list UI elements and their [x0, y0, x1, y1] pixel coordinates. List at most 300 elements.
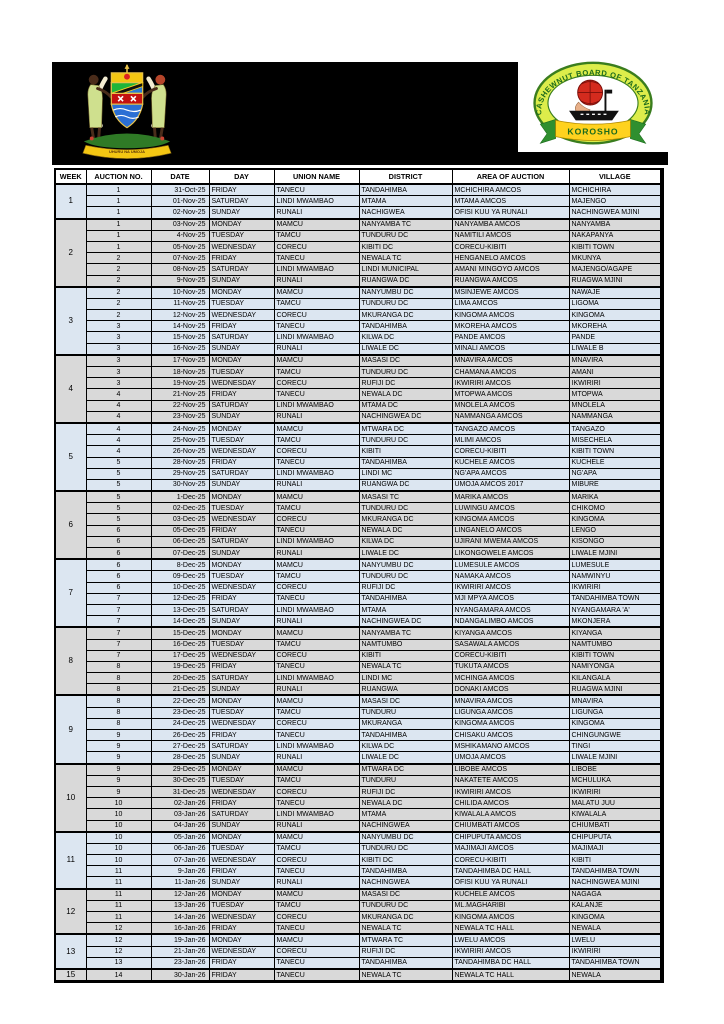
cell-village: TANDAHIMBA TOWN	[569, 957, 662, 969]
logo-banner-text: KOROSHO	[567, 126, 619, 137]
cell-village: NEWALA	[569, 923, 662, 935]
cell-day: TUESDAY	[209, 435, 274, 446]
cell-village: KIBITI TOWN	[569, 650, 662, 661]
cell-district: TUNDURU DC	[359, 900, 452, 911]
cell-area-of-auction: KUCHELE AMCOS	[452, 457, 569, 468]
cell-district: KIBITI	[359, 650, 452, 661]
cell-day: SUNDAY	[209, 343, 274, 355]
cell-area-of-auction: HENGANELO AMCOS	[452, 253, 569, 264]
cell-auction-no: 8	[86, 661, 151, 672]
cell-date: 14-Nov-25	[151, 321, 209, 332]
table-row	[55, 923, 662, 935]
cell-date: 05-Nov-25	[151, 241, 209, 252]
table-row	[55, 866, 662, 877]
cell-union-name: LINDI MWAMBAO	[274, 604, 359, 615]
cell-day: FRIDAY	[209, 321, 274, 332]
cell-union-name: RUNALI	[274, 411, 359, 423]
cell-district: TANDAHIMBA	[359, 866, 452, 877]
cell-day: SUNDAY	[209, 207, 274, 219]
cell-village: NAMWINYU	[569, 571, 662, 582]
week-cell: 3	[55, 287, 86, 355]
cell-date: 31-Oct-25	[151, 184, 209, 196]
cell-auction-no: 7	[86, 627, 151, 639]
cell-date: 10-Nov-25	[151, 287, 209, 299]
cell-area-of-auction: KINGOMA AMCOS	[452, 514, 569, 525]
cell-village: MNAVIRA	[569, 695, 662, 707]
cell-district: KIBITI DC	[359, 241, 452, 252]
coat-of-arms-motto: UHURU NA UMOJA	[109, 149, 145, 155]
cell-day: FRIDAY	[209, 866, 274, 877]
cell-district: RUFIJI DC	[359, 786, 452, 797]
cell-district: MTAMA	[359, 604, 452, 615]
table-row	[55, 650, 662, 661]
cell-union-name: TANECU	[274, 798, 359, 809]
table-row	[55, 264, 662, 275]
cell-district: LIWALE DC	[359, 548, 452, 560]
cell-auction-no: 9	[86, 786, 151, 797]
cell-district: MASASI DC	[359, 355, 452, 367]
cell-date: 24-Dec-25	[151, 718, 209, 729]
cell-date: 16-Dec-25	[151, 639, 209, 650]
cell-union-name: RUNALI	[274, 752, 359, 764]
cell-union-name: CORECU	[274, 786, 359, 797]
cell-date: 03-Dec-25	[151, 514, 209, 525]
cell-auction-no: 11	[86, 889, 151, 901]
cell-auction-no: 6	[86, 559, 151, 571]
cell-date: 07-Nov-25	[151, 253, 209, 264]
cell-village: LWELU	[569, 934, 662, 946]
table-row	[55, 332, 662, 343]
table-row	[55, 241, 662, 252]
table-row	[55, 423, 662, 435]
cell-day: MONDAY	[209, 627, 274, 639]
cell-day: SUNDAY	[209, 752, 274, 764]
cell-day: SATURDAY	[209, 536, 274, 547]
cell-district: TANDAHIMBA	[359, 184, 452, 196]
cell-village: NANYAMBA	[569, 219, 662, 231]
cell-date: 02-Jan-26	[151, 798, 209, 809]
cell-area-of-auction: NAMITILI AMCOS	[452, 230, 569, 241]
table-row	[55, 843, 662, 854]
cell-village: NACHINGWEA MJINI	[569, 207, 662, 219]
cell-auction-no: 8	[86, 707, 151, 718]
cell-date: 30-Jan-26	[151, 969, 209, 982]
cell-district: RUFIJI DC	[359, 378, 452, 389]
table-row	[55, 219, 662, 231]
cell-union-name: LINDI MWAMBAO	[274, 264, 359, 275]
cell-village: LIBOBE	[569, 764, 662, 776]
table-row	[55, 525, 662, 536]
cell-area-of-auction: MAJIMAJI AMCOS	[452, 843, 569, 854]
cell-date: 26-Dec-25	[151, 730, 209, 741]
cell-auction-no: 14	[86, 969, 151, 982]
cell-village: NACHINGWEA MJINI	[569, 877, 662, 889]
cell-union-name: TAMCU	[274, 571, 359, 582]
cell-auction-no: 10	[86, 820, 151, 832]
cell-auction-no: 11	[86, 866, 151, 877]
cell-day: FRIDAY	[209, 457, 274, 468]
cell-village: RUAGWA MJINI	[569, 684, 662, 696]
cell-day: MONDAY	[209, 934, 274, 946]
cell-auction-no: 3	[86, 355, 151, 367]
cell-day: SUNDAY	[209, 479, 274, 491]
cell-auction-no: 8	[86, 673, 151, 684]
cell-village: KINGOMA	[569, 912, 662, 923]
cell-district: TANDAHIMBA	[359, 957, 452, 969]
cell-village: MALATU JUU	[569, 798, 662, 809]
cell-union-name: CORECU	[274, 310, 359, 321]
cell-area-of-auction: MCHINGA AMCOS	[452, 673, 569, 684]
cell-day: FRIDAY	[209, 253, 274, 264]
cell-village: CHIUMBATI	[569, 820, 662, 832]
week-cell: 11	[55, 832, 86, 889]
cell-date: 9-Nov-25	[151, 275, 209, 287]
cell-day: WEDNESDAY	[209, 912, 274, 923]
cell-auction-no: 2	[86, 253, 151, 264]
cell-district: MASASI TC	[359, 491, 452, 503]
week-cell: 9	[55, 695, 86, 763]
cell-district: NAMTUMBO	[359, 639, 452, 650]
table-row	[55, 196, 662, 207]
table-row	[55, 479, 662, 491]
cell-area-of-auction: KUCHELE AMCOS	[452, 889, 569, 901]
cell-day: SUNDAY	[209, 548, 274, 560]
cell-village: KIBITI TOWN	[569, 446, 662, 457]
table-row	[55, 639, 662, 650]
cell-district: TANDAHIMBA	[359, 593, 452, 604]
cell-day: SUNDAY	[209, 411, 274, 423]
column-header-village: VILLAGE	[569, 169, 662, 184]
cell-area-of-auction: TUKUTA AMCOS	[452, 661, 569, 672]
table-row	[55, 718, 662, 729]
cell-village: NG'APA	[569, 468, 662, 479]
cell-date: 11-Jan-26	[151, 877, 209, 889]
table-row	[55, 275, 662, 287]
table-row	[55, 832, 662, 844]
column-header-auction-no: AUCTION NO.	[86, 169, 151, 184]
cell-area-of-auction: NEWALA TC HALL	[452, 923, 569, 935]
cell-district: TUNDURU	[359, 707, 452, 718]
cell-day: TUESDAY	[209, 367, 274, 378]
cell-auction-no: 11	[86, 877, 151, 889]
cell-auction-no: 12	[86, 934, 151, 946]
cell-area-of-auction: LUMESULE AMCOS	[452, 559, 569, 571]
cell-union-name: RUNALI	[274, 275, 359, 287]
cell-day: MONDAY	[209, 491, 274, 503]
cell-district: MASASI DC	[359, 889, 452, 901]
table-row	[55, 571, 662, 582]
cell-date: 06-Jan-26	[151, 843, 209, 854]
table-row	[55, 661, 662, 672]
cell-village: KINGOMA	[569, 310, 662, 321]
cell-day: SATURDAY	[209, 741, 274, 752]
cell-district: NACHIGWEA	[359, 207, 452, 219]
cell-area-of-auction: IKWIRIRI AMCOS	[452, 582, 569, 593]
week-cell: 12	[55, 889, 86, 935]
table-row	[55, 730, 662, 741]
cell-union-name: RUNALI	[274, 343, 359, 355]
cell-date: 19-Dec-25	[151, 661, 209, 672]
header-band	[52, 62, 668, 165]
cell-area-of-auction: CHIUMBATI AMCOS	[452, 820, 569, 832]
cell-union-name: LINDI MWAMBAO	[274, 468, 359, 479]
cell-union-name: TAMCU	[274, 298, 359, 309]
cell-auction-no: 1	[86, 184, 151, 196]
cell-area-of-auction: OFISI KUU YA RUNALI	[452, 877, 569, 889]
cell-area-of-auction: NG'APA AMCOS	[452, 468, 569, 479]
cell-area-of-auction: KIYANGA AMCOS	[452, 627, 569, 639]
cell-district: MTWARA DC	[359, 423, 452, 435]
cell-union-name: MAMCU	[274, 627, 359, 639]
table-row	[55, 514, 662, 525]
cell-village: NAWAJE	[569, 287, 662, 299]
cell-village: NAKAPANYA	[569, 230, 662, 241]
cell-area-of-auction: ML.MAGHARIBI	[452, 900, 569, 911]
cell-union-name: TAMCU	[274, 503, 359, 514]
cell-day: SUNDAY	[209, 820, 274, 832]
cell-union-name: CORECU	[274, 241, 359, 252]
cell-village: KIWALALA	[569, 809, 662, 820]
cell-auction-no: 2	[86, 264, 151, 275]
cell-union-name: TANECU	[274, 866, 359, 877]
cell-village: IKWIRIRI	[569, 786, 662, 797]
logo-ring-text: CASHEWNUT BOARD OF TANZANIA	[534, 67, 652, 116]
cell-union-name: MAMCU	[274, 423, 359, 435]
cell-union-name: RUNALI	[274, 877, 359, 889]
table-row	[55, 877, 662, 889]
cell-date: 16-Jan-26	[151, 923, 209, 935]
cell-auction-no: 5	[86, 468, 151, 479]
cell-district: TUNDURU DC	[359, 230, 452, 241]
cell-day: FRIDAY	[209, 389, 274, 400]
cell-day: SATURDAY	[209, 332, 274, 343]
cell-auction-no: 7	[86, 639, 151, 650]
cell-village: MNOLELA	[569, 400, 662, 411]
cell-day: SATURDAY	[209, 604, 274, 615]
cell-date: 01-Nov-25	[151, 196, 209, 207]
cell-union-name: TANECU	[274, 389, 359, 400]
table-row	[55, 900, 662, 911]
cell-area-of-auction: IKWIRIRI AMCOS	[452, 946, 569, 957]
cell-date: 26-Nov-25	[151, 446, 209, 457]
tanzania-coat-of-arms-icon	[68, 63, 186, 161]
week-cell: 10	[55, 764, 86, 832]
cell-date: 12-Dec-25	[151, 593, 209, 604]
cell-date: 19-Nov-25	[151, 378, 209, 389]
cell-district: TUNDURU	[359, 775, 452, 786]
cell-day: TUESDAY	[209, 707, 274, 718]
cell-district: MTAMA	[359, 196, 452, 207]
table-header	[55, 169, 662, 184]
table-row	[55, 321, 662, 332]
cell-day: SUNDAY	[209, 877, 274, 889]
table-row	[55, 207, 662, 219]
cell-union-name: TAMCU	[274, 435, 359, 446]
table-row	[55, 457, 662, 468]
cell-union-name: LINDI MWAMBAO	[274, 196, 359, 207]
cell-district: NACHINGWEA DC	[359, 411, 452, 423]
cell-area-of-auction: MSINJEWE AMCOS	[452, 287, 569, 299]
cell-auction-no: 9	[86, 730, 151, 741]
cell-day: FRIDAY	[209, 730, 274, 741]
cell-date: 23-Nov-25	[151, 411, 209, 423]
cell-area-of-auction: AMANI MINGOYO AMCOS	[452, 264, 569, 275]
cell-village: TANDAHIMBA TOWN	[569, 593, 662, 604]
cell-day: TUESDAY	[209, 900, 274, 911]
cell-district: KILWA DC	[359, 536, 452, 547]
cell-district: MTAMA DC	[359, 400, 452, 411]
column-header-area-of-auction: AREA OF AUCTION	[452, 169, 569, 184]
cell-date: 10-Dec-25	[151, 582, 209, 593]
week-cell: 1	[55, 184, 86, 219]
cell-district: NEWALA TC	[359, 253, 452, 264]
cell-union-name: TANECU	[274, 969, 359, 982]
cell-district: KILWA DC	[359, 741, 452, 752]
cell-area-of-auction: MJI MPYA AMCOS	[452, 593, 569, 604]
cell-day: WEDNESDAY	[209, 446, 274, 457]
table-row	[55, 627, 662, 639]
cell-date: 03-Jan-26	[151, 809, 209, 820]
cell-day: MONDAY	[209, 832, 274, 844]
cell-day: WEDNESDAY	[209, 378, 274, 389]
table-row	[55, 378, 662, 389]
cell-date: 14-Jan-26	[151, 912, 209, 923]
cell-date: 9-Jan-26	[151, 866, 209, 877]
cell-district: TANDAHIMBA	[359, 457, 452, 468]
cell-day: FRIDAY	[209, 957, 274, 969]
cell-district: TUNDURU DC	[359, 298, 452, 309]
table-row	[55, 775, 662, 786]
cell-date: 13-Jan-26	[151, 900, 209, 911]
cell-district: LINDI MC	[359, 468, 452, 479]
cell-union-name: MAMCU	[274, 934, 359, 946]
cell-union-name: TANECU	[274, 525, 359, 536]
cell-union-name: TANECU	[274, 593, 359, 604]
cell-union-name: MAMCU	[274, 559, 359, 571]
cell-date: 31-Dec-25	[151, 786, 209, 797]
cell-date: 17-Nov-25	[151, 355, 209, 367]
cell-area-of-auction: UMOJA AMCOS 2017	[452, 479, 569, 491]
cell-day: FRIDAY	[209, 969, 274, 982]
cell-union-name: CORECU	[274, 946, 359, 957]
cell-day: SUNDAY	[209, 684, 274, 696]
cell-auction-no: 2	[86, 310, 151, 321]
cell-auction-no: 7	[86, 604, 151, 615]
cell-date: 8-Dec-25	[151, 559, 209, 571]
table-row	[55, 435, 662, 446]
cell-district: NEWALA DC	[359, 798, 452, 809]
cell-area-of-auction: LIBOBE AMCOS	[452, 764, 569, 776]
cell-village: NAMMANGA	[569, 411, 662, 423]
cell-district: MTAMA	[359, 809, 452, 820]
cell-area-of-auction: LUWINGU AMCOS	[452, 503, 569, 514]
cell-auction-no: 5	[86, 503, 151, 514]
cell-auction-no: 7	[86, 616, 151, 628]
cell-date: 08-Nov-25	[151, 264, 209, 275]
table-row	[55, 969, 662, 982]
cell-district: MTWARA DC	[359, 764, 452, 776]
cell-auction-no: 7	[86, 650, 151, 661]
cell-union-name: MAMCU	[274, 491, 359, 503]
cell-day: WEDNESDAY	[209, 786, 274, 797]
cell-day: WEDNESDAY	[209, 650, 274, 661]
cell-day: WEDNESDAY	[209, 310, 274, 321]
cell-area-of-auction: UMOJA AMCOS	[452, 752, 569, 764]
cell-village: MNAVIRA	[569, 355, 662, 367]
cell-auction-no: 4	[86, 411, 151, 423]
cell-date: 30-Nov-25	[151, 479, 209, 491]
cell-area-of-auction: CORECU-KIBITI	[452, 446, 569, 457]
cell-union-name: LINDI MWAMBAO	[274, 332, 359, 343]
cell-auction-no: 6	[86, 525, 151, 536]
cell-union-name: LINDI MWAMBAO	[274, 741, 359, 752]
cell-auction-no: 4	[86, 389, 151, 400]
table-row	[55, 253, 662, 264]
cell-date: 14-Dec-25	[151, 616, 209, 628]
cell-district: RUANGWA DC	[359, 479, 452, 491]
cell-auction-no: 9	[86, 752, 151, 764]
cell-district: LINDI MUNICIPAL	[359, 264, 452, 275]
cell-date: 12-Jan-26	[151, 889, 209, 901]
cell-village: CHINGUNGWE	[569, 730, 662, 741]
cell-area-of-auction: NANYAMBA AMCOS	[452, 219, 569, 231]
table-row	[55, 855, 662, 866]
week-cell: 2	[55, 219, 86, 287]
table-row	[55, 673, 662, 684]
cell-auction-no: 4	[86, 423, 151, 435]
cell-area-of-auction: NDANGALIMBO AMCOS	[452, 616, 569, 628]
cell-day: TUESDAY	[209, 843, 274, 854]
cell-district: MASASI DC	[359, 695, 452, 707]
cell-union-name: TANECU	[274, 957, 359, 969]
table-row	[55, 310, 662, 321]
cell-village: KIBITI TOWN	[569, 241, 662, 252]
cell-district: NANYAMBA TC	[359, 627, 452, 639]
cell-date: 27-Dec-25	[151, 741, 209, 752]
cell-date: 13-Dec-25	[151, 604, 209, 615]
cell-day: MONDAY	[209, 764, 274, 776]
cell-union-name: LINDI MWAMBAO	[274, 400, 359, 411]
cell-day: SATURDAY	[209, 264, 274, 275]
cell-area-of-auction: KINGOMA AMCOS	[452, 912, 569, 923]
cell-village: LIGOMA	[569, 298, 662, 309]
week-cell: 6	[55, 491, 86, 559]
cell-day: TUESDAY	[209, 230, 274, 241]
cell-area-of-auction: MLIMI AMCOS	[452, 435, 569, 446]
cell-area-of-auction: MNOLELA AMCOS	[452, 400, 569, 411]
cell-district: NANYUMBU DC	[359, 559, 452, 571]
cell-district: NANYUMBU DC	[359, 832, 452, 844]
cell-union-name: TANECU	[274, 457, 359, 468]
cell-area-of-auction: CHILIDA AMCOS	[452, 798, 569, 809]
cell-district: KIBITI DC	[359, 855, 452, 866]
cell-village: LIGUNGA	[569, 707, 662, 718]
cell-union-name: RUNALI	[274, 548, 359, 560]
cell-union-name: RUNALI	[274, 820, 359, 832]
cell-union-name: CORECU	[274, 912, 359, 923]
cell-village: MISECHELA	[569, 435, 662, 446]
cell-auction-no: 3	[86, 321, 151, 332]
cell-union-name: TANECU	[274, 321, 359, 332]
cell-union-name: TAMCU	[274, 843, 359, 854]
cell-area-of-auction: MKOREHA AMCOS	[452, 321, 569, 332]
cell-village: KUCHELE	[569, 457, 662, 468]
cell-area-of-auction: PANDE AMCOS	[452, 332, 569, 343]
table-row	[55, 684, 662, 696]
cell-auction-no: 2	[86, 275, 151, 287]
cell-date: 15-Nov-25	[151, 332, 209, 343]
cell-union-name: TANECU	[274, 184, 359, 196]
